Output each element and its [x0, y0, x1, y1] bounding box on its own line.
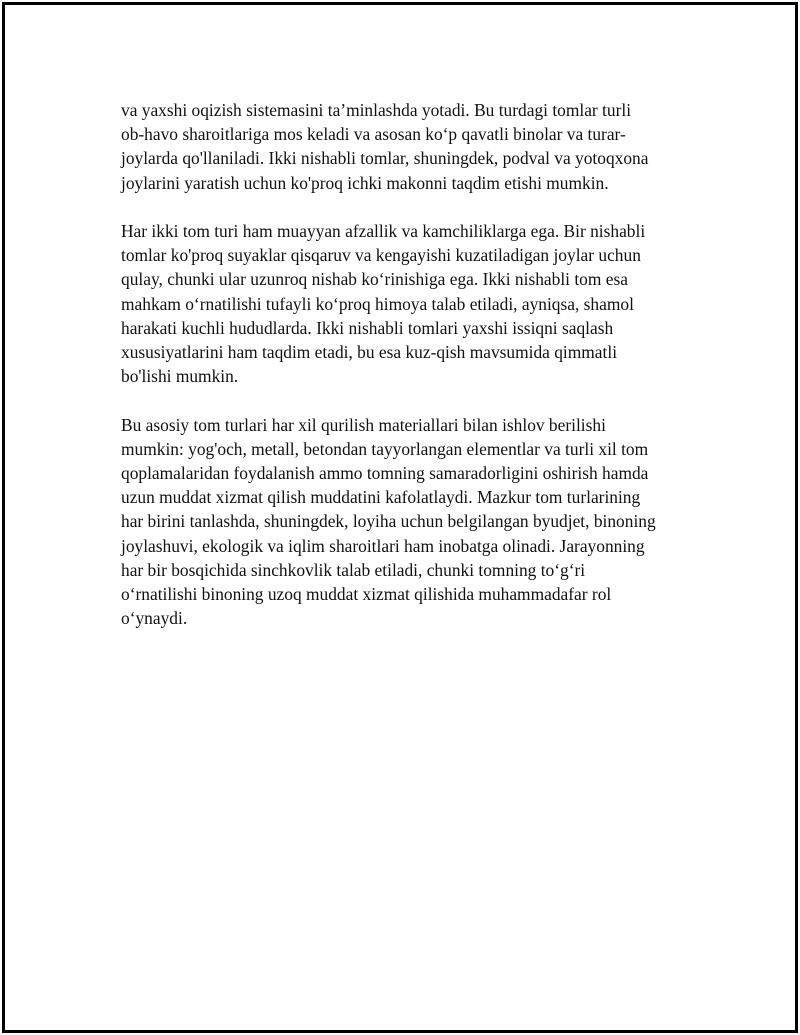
- text-line: qulay, chunki ular uzunroq nishab ko‘rinishiga ega. Ikki nishabli tom esa: [121, 269, 628, 290]
- page-border: [2, 2, 798, 1033]
- text-line: joylarda qo'llaniladi. Ikki nishabli tomlar, shuningdek, podval va yotoqxona: [121, 148, 649, 169]
- text-line: Har ikki tom turi ham muayyan afzallik va kamchiliklarga ega. Bir nishabli: [121, 221, 646, 241]
- text-line: tomlar ko'proq suyaklar qisqaruv va kengayishi kuzatiladigan joylar uchun: [121, 245, 641, 266]
- text-line: o‘ynaydi.: [121, 608, 188, 629]
- text-line: har bir bosqichida sinchkovlik talab etiladi, chunki tomning to‘g‘ri: [121, 559, 586, 580]
- text-line: o‘rnatilishi binoning uzoq muddat xizmat qilishida muhammadafar rol: [121, 584, 612, 605]
- text-line: va yaxshi oqizish sistemasini ta’minlashda yotadi. Bu turdagi tomlar turli: [121, 100, 632, 120]
- text-line: mumkin: yog'och, metall, betondan tayyorlangan elementlar va turli xil tom: [121, 438, 649, 459]
- text-line: joylarini yaratish uchun ko'proq ichki makonni taqdim etishi mumkin.: [121, 172, 609, 193]
- text-line: bo'lishi mumkin.: [121, 366, 239, 387]
- text-line: har birini tanlashda, shuningdek, loyiha uchun belgilangan byudjet, binoning: [121, 511, 656, 532]
- text-line: Bu asosiy tom turlari har xil qurilish materiallari bilan ishlov berilishi: [121, 414, 606, 435]
- text-line: xususiyatlarini ham taqdim etadi, bu esa kuz-qish mavsumida qimmatli: [121, 342, 618, 363]
- paragraph-2: [121, 219, 701, 388]
- paragraph-1: [121, 98, 701, 195]
- text-line: uzun muddat xizmat qilish muddatini kafolatlaydi. Mazkur tom turlarining: [121, 487, 641, 508]
- text-line: qoplamalaridan foydalanish ammo tomning samaradorligini oshirish hamda: [121, 463, 649, 484]
- text-line: mahkam o‘rnatilishi tufayli ko‘proq himoya talab etiladi, ayniqsa, shamol: [121, 293, 634, 314]
- text-line: joylashuvi, ekologik va iqlim sharoitlari ham inobatga olinadi. Jarayonning: [121, 535, 645, 556]
- document-body: [121, 98, 701, 655]
- text-line: harakati kuchli hududlarda. Ikki nishabli tomlari yaxshi issiqni saqlash: [121, 317, 614, 338]
- text-line: ob-havo sharoitlariga mos keladi va asosan ko‘p qavatli binolar va turar-: [121, 124, 626, 145]
- paragraph-3: [121, 413, 701, 631]
